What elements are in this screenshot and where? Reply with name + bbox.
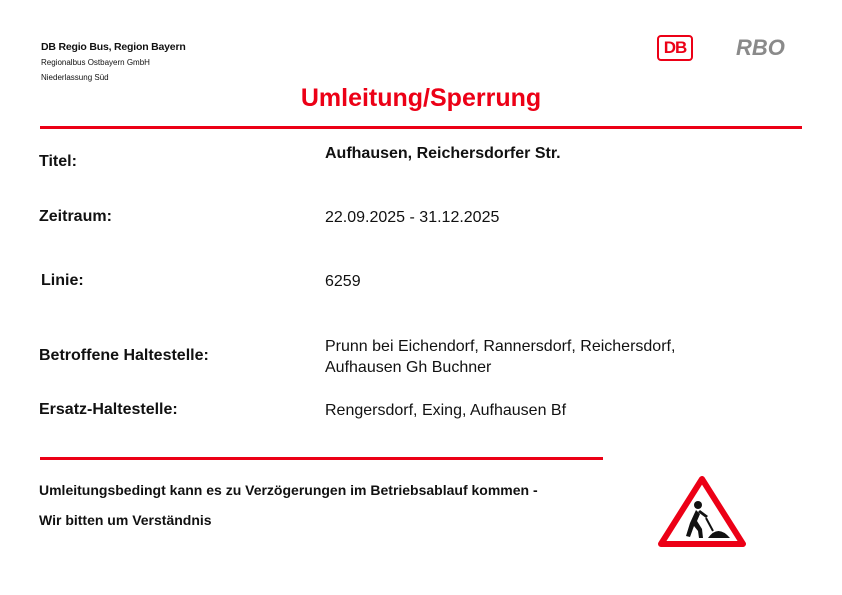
betroffene-haltestelle-value-line2: Aufhausen Gh Buchner	[325, 359, 492, 376]
company-subtitle: Regionalbus Ostbayern GmbH	[41, 58, 150, 67]
zeitraum-label: Zeitraum:	[39, 208, 112, 225]
betroffene-haltestelle-label: Betroffene Haltestelle:	[39, 347, 209, 364]
titel-value: Aufhausen, Reichersdorfer Str.	[325, 145, 561, 162]
betroffene-haltestelle-value-line1: Prunn bei Eichendorf, Rannersdorf, Reichersdorf,	[325, 338, 676, 355]
db-logo: DB	[657, 35, 693, 61]
notice-line1: Umleitungsbedingt kann es zu Verzögerungen im Betriebsablauf kommen -	[39, 482, 538, 498]
company-branch: Niederlassung Süd	[41, 73, 109, 82]
divider-top	[40, 126, 802, 129]
rbo-logo: RBO	[736, 35, 785, 60]
linie-label: Linie:	[41, 272, 84, 289]
page-title: Umleitung/Sperrung	[300, 84, 542, 112]
zeitraum-value: 22.09.2025 - 31.12.2025	[325, 209, 500, 226]
roadworks-warning-icon	[658, 476, 746, 548]
linie-value: 6259	[325, 273, 361, 290]
company-name: DB Regio Bus, Region Bayern	[41, 41, 186, 53]
ersatz-haltestelle-value: Rengersdorf, Exing, Aufhausen Bf	[325, 402, 567, 419]
notice-line2: Wir bitten um Verständnis	[39, 512, 212, 528]
titel-label: Titel:	[39, 153, 77, 170]
ersatz-haltestelle-label: Ersatz-Haltestelle:	[39, 401, 178, 418]
divider-bottom	[40, 457, 603, 460]
